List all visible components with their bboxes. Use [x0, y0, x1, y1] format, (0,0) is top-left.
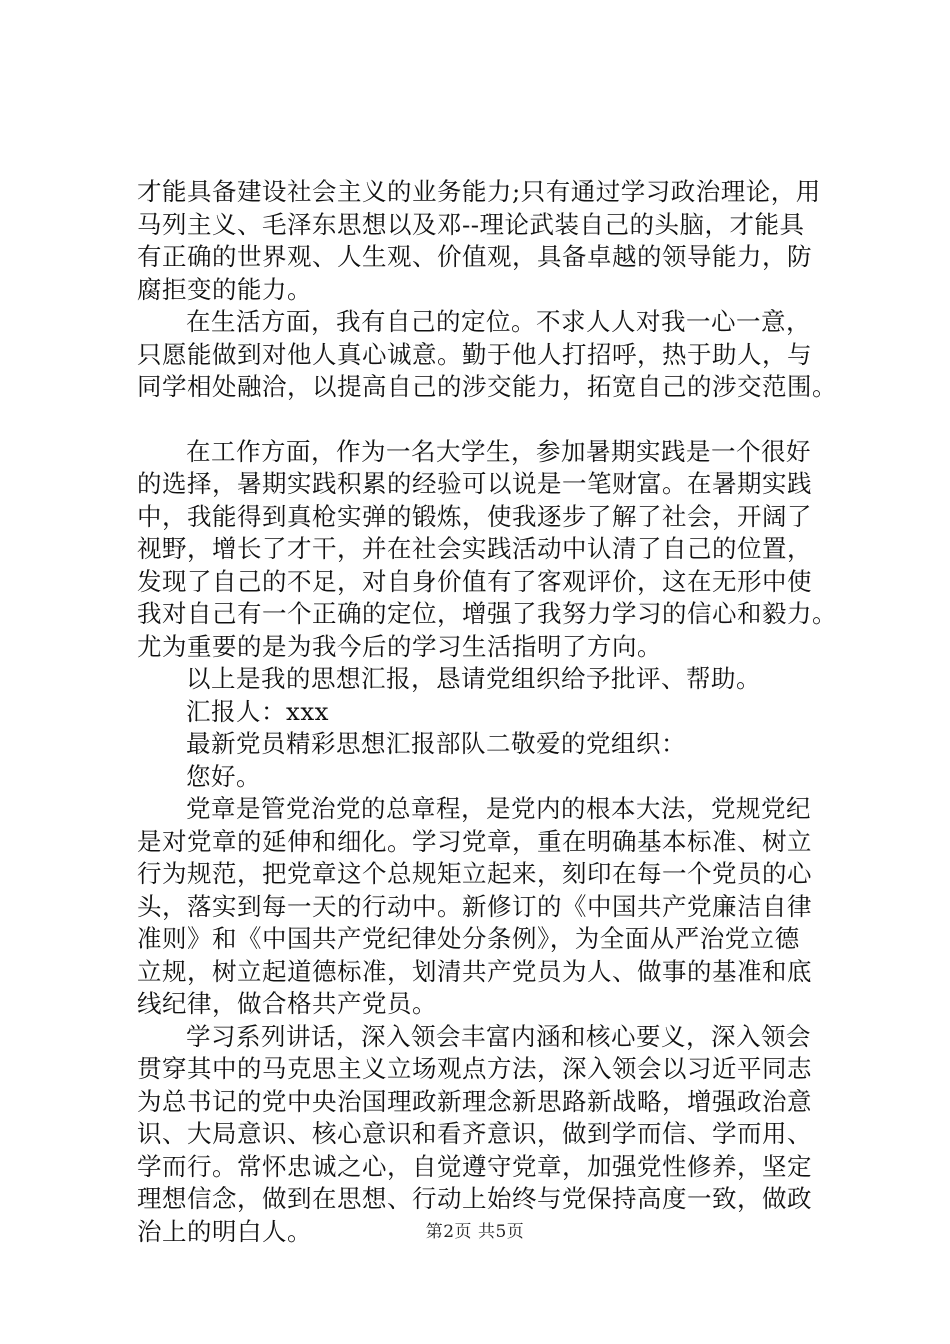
- body-line: 腐拒变的能力。: [137, 274, 312, 304]
- body-line: 学而行。常怀忠诚之心，自觉遵守党章，加强党性修养，坚定: [137, 1151, 812, 1181]
- body-line: 发现了自己的不足，对自身价值有了客观评价，这在无形中使: [137, 566, 812, 596]
- body-line: 线纪律，做合格共产党员。: [137, 989, 437, 1018]
- body-line: 才能具备建设社会主义的业务能力;只有通过学习政治理论，用: [137, 177, 821, 206]
- section-heading-line: 最新党员精彩思想汇报部队二敬爱的党组织：: [186, 729, 686, 758]
- body-line: 只愿能做到对他人真心诚意。勤于他人打招呼，热于助人，与: [137, 339, 812, 369]
- paragraph-start-line: 学习系列讲话，深入领会丰富内涵和核心要义，深入领会: [186, 1021, 811, 1051]
- paragraph-start-line: 在生活方面，我有自己的定位。不求人人对我一心一意，: [186, 307, 811, 336]
- document-body: [137, 176, 837, 1248]
- body-line: 我对自己有一个正确的定位，增强了我努力学习的信心和毅力。: [137, 599, 837, 628]
- body-line: 行为规范，把党章这个总规矩立起来，刻印在每一个党员的心: [137, 859, 812, 888]
- paragraph-start-line: 党章是管党治党的总章程，是党内的根本大法，党规党纪: [186, 794, 811, 823]
- body-line: 治上的明白人。: [137, 1216, 312, 1246]
- body-line: 尤为重要的是为我今后的学习生活指明了方向。: [137, 631, 662, 661]
- body-line: 是对党章的延伸和细化。学习党章，重在明确基本标准、树立: [137, 826, 812, 856]
- body-line: 马列主义、毛泽东思想以及邓--理论武装自己的头脑，才能具: [137, 209, 805, 239]
- body-line: 准则》和《中国共产党纪律处分条例》，为全面从严治党立德: [137, 924, 800, 953]
- page-number-footer: 第2页 共5页: [425, 1222, 525, 1242]
- reporter-line: 汇报人：xxx: [186, 696, 329, 726]
- body-line: 立规，树立起道德标准，划清共产党员为人、做事的基准和底: [137, 956, 812, 986]
- body-line: 头，落实到每一天的行动中。新修订的《中国共产党廉洁自律: [137, 891, 812, 921]
- paragraph-start-line: 在工作方面，作为一名大学生，参加暑期实践是一个很好: [186, 436, 811, 466]
- body-line: 为总书记的党中央治国理政新理念新思路新战略，增强政治意: [137, 1086, 812, 1116]
- body-line: 中，我能得到真枪实弹的锻炼，使我逐步了解了社会，开阔了: [137, 501, 812, 531]
- body-line: 理想信念，做到在思想、行动上始终与党保持高度一致，做政: [137, 1184, 812, 1213]
- body-line: 识、大局意识、核心意识和看齐意识，做到学而信、学而用、: [137, 1119, 812, 1148]
- body-line: 贯穿其中的马克思主义立场观点方法，深入领会以习近平同志: [137, 1054, 812, 1083]
- body-line: 视野，增长了才干，并在社会实践活动中认清了自己的位置，: [137, 534, 812, 563]
- greeting-line: 您好。: [186, 761, 261, 791]
- body-line: 的选择，暑期实践积累的经验可以说是一笔财富。在暑期实践: [137, 469, 812, 498]
- paragraph-start-line: 以上是我的思想汇报，恳请党组织给予批评、帮助。: [186, 664, 761, 693]
- body-line: 有正确的世界观、人生观、价值观，具备卓越的领导能力，防: [137, 242, 812, 271]
- body-line: 同学相处融洽，以提高自己的涉交能力，拓宽自己的涉交范围。: [137, 372, 837, 401]
